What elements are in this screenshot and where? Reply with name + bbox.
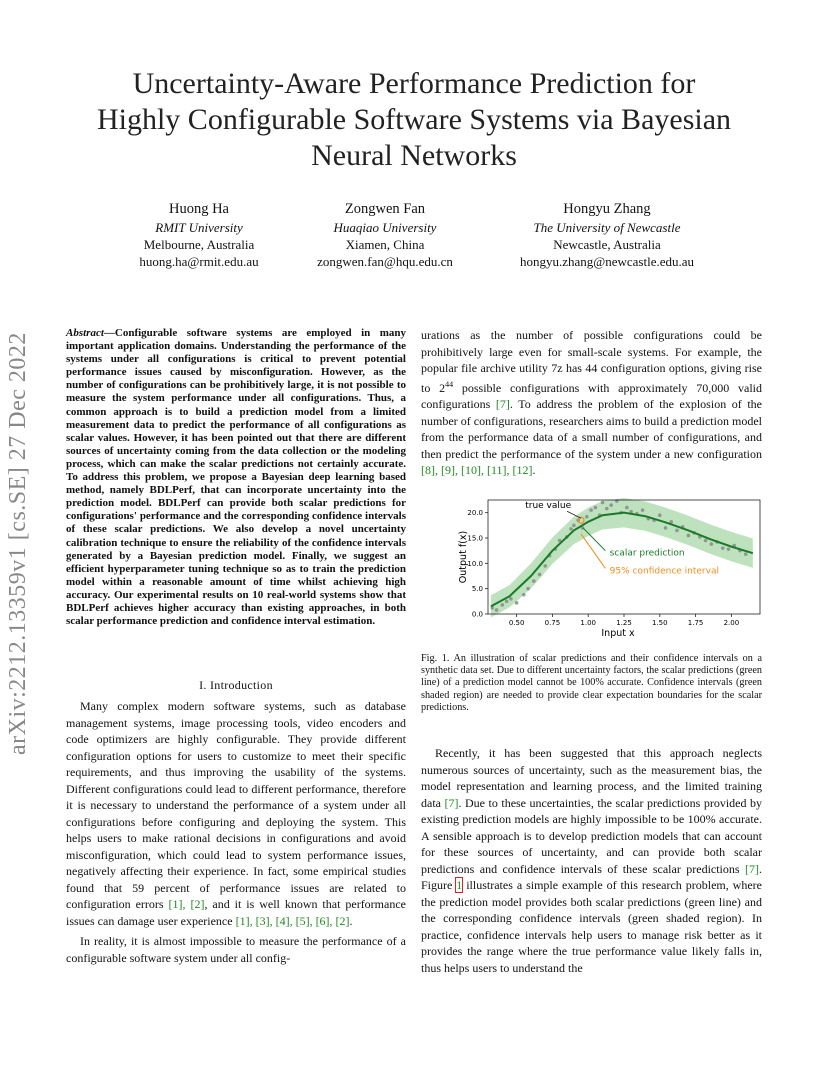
- chart-svg: [440, 498, 770, 646]
- x-tick-label: 0.50: [508, 619, 525, 627]
- author-location: Newcastle, Australia: [553, 237, 661, 252]
- intro-paragraph-1: [66, 698, 406, 929]
- paragraph-text: urations as the number of possible configurations could be prohibitively large even for small-scale systems. For example, the popular file archive utility 7z has 44 configuration options, giving rise to 2: [421, 328, 762, 395]
- abstract: [66, 327, 406, 628]
- paper-title: [40, 66, 788, 174]
- paragraph-text: , and it is well known that performance issues can damage user experience: [66, 897, 406, 928]
- title-line-2: Highly Configurable Software Systems via Bayesian: [96, 103, 732, 136]
- data-point: [522, 593, 526, 597]
- x-tick-label: 1.75: [687, 619, 704, 627]
- data-point: [704, 539, 708, 543]
- author-affiliation: Huaqiao University: [333, 220, 437, 235]
- data-point: [495, 608, 499, 612]
- paragraph-text: . Due to these uncertainties, the scalar predictions provided by existing prediction models are highly impossible to be 100% accurate. A sensible approach is to develop prediction models that can account for these sources of uncertainty, and can provide both scalar predictions and confidence intervals of these scalar predictions: [421, 795, 762, 876]
- author-block-3: [502, 200, 712, 270]
- x-tick-label: 1.50: [651, 619, 668, 627]
- scalar-prediction-label: scalar prediction: [609, 548, 685, 559]
- data-point: [601, 501, 605, 505]
- exponent: 44: [445, 379, 454, 389]
- title-line-1: Uncertainty-Aware Performance Prediction for: [132, 67, 696, 100]
- section-heading-introduction: I. Introduction: [199, 678, 273, 692]
- author-location: Melbourne, Australia: [143, 237, 255, 252]
- author-block-1: [94, 200, 304, 270]
- abstract-text: —Configurable software systems are employed in many important application domains. Understanding the performance of the systems under all configurations is critical to prevent potential performance issues caused by misconfiguration. However, as the number of configurations can be prohibitively large, it is not possible to measure the system performance under all configurations. Thus, a common approach is to build a prediction model from a limited measurement data to predict the performance of all configurations as scalar values. However, it has been pointed out that there are different sources of uncertainty coming from the data collection or the modeling process, which can make the scalar predictions not certainly accurate. To address this problem, we propose a Bayesian deep learning based method, namely BDLPerf, that can incorporate uncertainty into the prediction model. BDLPerf can provide both scalar predictions for configurations' performance and the corresponding confidence intervals of these scalar predictions. We also develop a novel uncertainty calibration technique to ensure the reliability of the confidence intervals generated by a Bayesian prediction model. Finally, we suggest an efficient hyperparameter tuning technique so as to train the prediction model within a reasonable amount of time whilst achieving high accuracy. Our experimental results on 10 real-world systems show that BDLPerf achieves higher accuracy than existing approaches, in both scalar performance prediction and confidence interval estimation.: [66, 327, 406, 628]
- data-point: [538, 573, 542, 577]
- data-point: [569, 527, 573, 531]
- data-point: [658, 513, 662, 517]
- data-point: [609, 503, 613, 507]
- title-line-3: Neural Networks: [311, 139, 517, 172]
- citation-link[interactable]: [1], [3], [4], [5], [6], [2]: [235, 913, 350, 928]
- paragraph-text: Recently, it has been suggested that this approach neglects numerous sources of uncertainty, such as the measurement bias, the model representation and learning process, and the limited training data: [421, 746, 762, 810]
- arxiv-stamp[interactable]: arXiv:2212.13359v1 [cs.SE] 27 Dec 2022: [5, 332, 31, 755]
- y-axis-label: Output f(x): [458, 530, 469, 584]
- author-name: Zongwen Fan: [344, 201, 426, 217]
- abstract-lead: Abstract: [66, 327, 104, 339]
- y-tick-label: 0.0: [471, 610, 483, 619]
- paragraph-text: .: [532, 463, 536, 477]
- data-point: [664, 526, 668, 530]
- true-value-label: true value: [525, 501, 572, 512]
- confidence-interval-label: 95% confidence interval: [609, 566, 719, 577]
- data-point: [532, 579, 536, 583]
- author-email[interactable]: zongwen.fan@hqu.edu.cn: [317, 254, 453, 269]
- y-tick-label: 15.0: [467, 534, 483, 543]
- author-location: Xiamen, China: [345, 237, 425, 252]
- author-email[interactable]: huong.ha@rmit.edu.au: [139, 254, 259, 269]
- data-point: [594, 506, 598, 510]
- data-point: [727, 547, 731, 551]
- author-block-2: [280, 200, 490, 270]
- paragraph-text: . To address the problem of the explosion of the number of configurations, researchers aims to build a prediction model from the performance data of a small number of configurations, and then predict the performance of the system under a new configuration: [421, 397, 762, 461]
- x-tick-label: 2.00: [723, 619, 740, 627]
- data-point: [687, 534, 691, 538]
- author-email[interactable]: hongyu.zhang@newcastle.edu.au: [519, 254, 695, 269]
- paragraph-text: illustrates a simple example of this research problem, where the prediction model provides both scalar predictions (green line) and the corresponding confidence intervals (green shaded region). In practice, confidence intervals help users to manage risk better as it provides the range where the true performance value likely falls in, thus helps users to understand the: [421, 878, 762, 975]
- y-tick-label: 10.0: [467, 559, 483, 568]
- citation-link[interactable]: [8], [9], [10], [11], [12]: [421, 463, 533, 477]
- data-point: [641, 508, 645, 512]
- citation-link[interactable]: [1], [2]: [168, 897, 205, 911]
- citation-link[interactable]: [7]: [444, 795, 459, 810]
- author-affiliation: RMIT University: [155, 220, 243, 235]
- data-point: [605, 507, 609, 511]
- left-column-body: [66, 698, 406, 970]
- data-point: [572, 524, 576, 528]
- right-column-bottom: [421, 745, 762, 976]
- figure-link[interactable]: 1: [456, 878, 463, 892]
- right-column-top: [421, 327, 762, 479]
- figure-caption: Fig. 1. An illustration of scalar predictions and their confidence intervals on a synthetic data set. Due to different uncertainty factors, the scalar predictions (green line) of a prediction model cannot be 100% accurate. Confidence intervals (green shaded region) are needed to provide clear expectation boundaries for the scalar predictions.: [421, 653, 762, 713]
- figure-1-chart: [440, 498, 770, 646]
- data-point: [505, 600, 509, 604]
- x-tick-label: 1.25: [616, 619, 632, 627]
- paragraph-recently: [421, 745, 762, 976]
- data-point: [543, 564, 547, 568]
- paragraph-text: .: [349, 913, 353, 928]
- y-tick-label: 5.0: [471, 585, 483, 594]
- data-point: [710, 542, 714, 546]
- data-point: [509, 597, 513, 601]
- author-name: Huong Ha: [168, 201, 229, 217]
- paragraph-text: Many complex modern software systems, such as database management systems, image processing tools, video encoders and code optimizers are highly configurable. They provide different configuration options for users to customize to meet their specific requirements, and thus improving the usability of the systems. Different configurations could lead to different performance, therefore it is necessary to understand the performance of a system under all configurations before configuring and deploying the system. This helps users to make rational decisions in configurations and avoid misconfiguration, which could lead to system performance issues, negatively affecting their experience. In fact, some empirical studies found that 59 percent of performance issues are related to configuration errors: [66, 699, 406, 911]
- data-point: [625, 506, 629, 510]
- data-point: [675, 529, 679, 533]
- data-point: [744, 552, 748, 556]
- interval-arrow: [581, 534, 605, 568]
- x-tick-label: 1.00: [580, 619, 597, 627]
- x-axis-label: Input x: [601, 628, 635, 639]
- x-tick-label: 0.75: [544, 619, 561, 627]
- author-name: Hongyu Zhang: [563, 201, 651, 217]
- citation-link[interactable]: [7]: [495, 397, 510, 411]
- paragraph-text: . Figure: [421, 861, 762, 892]
- data-point: [526, 587, 530, 591]
- data-point: [721, 546, 725, 550]
- citation-link[interactable]: [7]: [745, 861, 759, 876]
- author-affiliation: The University of Newcastle: [533, 220, 681, 235]
- y-tick-label: 20.0: [467, 509, 483, 518]
- intro-paragraph-2: In reality, it is almost impossible to measure the performance of a configurable software system under all config-: [66, 934, 406, 965]
- data-point: [589, 508, 593, 512]
- data-point: [515, 601, 519, 605]
- data-point: [585, 515, 589, 519]
- data-point: [501, 603, 505, 607]
- paragraph-text: possible configurations with approximately 70,000 valid configurations: [421, 380, 762, 411]
